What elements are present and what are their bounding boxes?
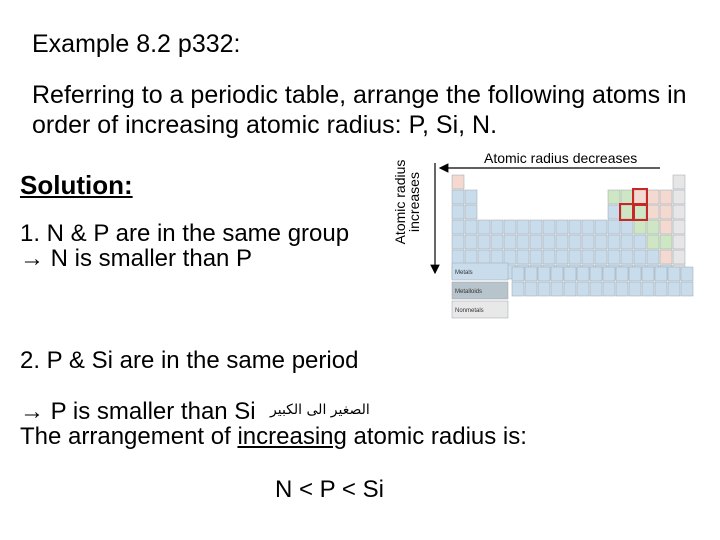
inner-transition-cell	[629, 282, 641, 296]
element-cell	[621, 250, 633, 264]
inner-transition-cell	[577, 267, 589, 281]
element-cell	[673, 220, 685, 234]
inner-transition-cell	[551, 267, 563, 281]
element-cell	[647, 190, 659, 204]
element-cell	[673, 190, 685, 204]
element-cell	[634, 205, 646, 219]
element-cell	[673, 250, 685, 264]
element-cell	[452, 190, 464, 204]
table-legend	[452, 263, 508, 318]
step2-statement: 2. P & Si are in the same period	[20, 347, 359, 374]
inner-transition-cell	[538, 267, 550, 281]
element-cell	[556, 235, 568, 249]
element-cell	[530, 250, 542, 264]
arabic-note: الصغير الى الكبير	[270, 402, 370, 418]
element-cell	[608, 190, 620, 204]
inner-transition-cell	[590, 267, 602, 281]
element-cell	[504, 235, 516, 249]
inner-transition-cell	[655, 267, 667, 281]
inner-transition-cell	[681, 267, 693, 281]
element-cell	[660, 205, 672, 219]
element-cell	[517, 220, 529, 234]
element-cell	[452, 175, 464, 189]
step1-result: → N is smaller than P	[20, 245, 253, 272]
element-cell	[647, 220, 659, 234]
inner-transition-cell	[512, 267, 524, 281]
element-cell	[582, 250, 594, 264]
inner-transition-cell	[538, 282, 550, 296]
element-cell	[452, 220, 464, 234]
inner-transition-cell	[564, 267, 576, 281]
answer-text: N < P < Si	[275, 476, 384, 503]
element-cell	[452, 235, 464, 249]
element-cell	[582, 220, 594, 234]
legend-label: Nonmetals	[455, 308, 484, 314]
inner-transition-cell	[512, 282, 524, 296]
element-cell	[621, 235, 633, 249]
inner-transition-cell	[603, 267, 615, 281]
element-cell	[660, 235, 672, 249]
inner-transition-cell	[551, 282, 563, 296]
element-cell	[634, 235, 646, 249]
element-cell	[543, 235, 555, 249]
element-cell	[634, 190, 646, 204]
conclusion-after: atomic radius is:	[346, 423, 527, 450]
element-cell	[556, 250, 568, 264]
element-cell	[452, 250, 464, 264]
element-cell	[621, 205, 633, 219]
inner-transition-cell	[668, 267, 680, 281]
element-cell	[491, 220, 503, 234]
element-cell	[543, 250, 555, 264]
element-cell	[608, 205, 620, 219]
element-cell	[660, 220, 672, 234]
element-cell	[569, 220, 581, 234]
element-cell	[608, 250, 620, 264]
inner-transition-cell	[642, 267, 654, 281]
element-cell	[517, 235, 529, 249]
element-cell	[569, 250, 581, 264]
inner-transition-cell	[590, 282, 602, 296]
element-cell	[465, 190, 477, 204]
element-cell	[621, 190, 633, 204]
group-trend-label: Atomic radius increases	[392, 159, 422, 245]
element-cell	[491, 250, 503, 264]
element-cell	[465, 235, 477, 249]
inner-transition-cell	[642, 282, 654, 296]
conclusion-underlined-word: increasing	[237, 423, 347, 450]
inner-transition-cell	[616, 282, 628, 296]
solution-heading: Solution:	[20, 170, 133, 200]
conclusion-text	[20, 423, 527, 451]
element-cell	[660, 250, 672, 264]
inner-transition-cell	[564, 282, 576, 296]
element-cell	[543, 220, 555, 234]
inner-transition-cell	[681, 282, 693, 296]
element-cell	[647, 250, 659, 264]
element-cell	[595, 235, 607, 249]
element-cell	[582, 235, 594, 249]
element-cell	[660, 190, 672, 204]
element-cell	[608, 235, 620, 249]
element-cell	[673, 175, 685, 189]
element-cell	[634, 220, 646, 234]
inner-transition-cell	[577, 282, 589, 296]
conclusion-before: The arrangement of	[20, 423, 238, 450]
element-cell	[504, 220, 516, 234]
element-cell	[608, 220, 620, 234]
element-cell	[673, 235, 685, 249]
element-cell	[530, 235, 542, 249]
inner-transition-cell	[525, 267, 537, 281]
element-cell	[634, 250, 646, 264]
element-cell	[530, 220, 542, 234]
inner-transition-cell	[655, 282, 667, 296]
example-title: Example 8.2 p332:	[32, 30, 241, 58]
inner-transition-cell	[525, 282, 537, 296]
element-cell	[595, 220, 607, 234]
element-cell	[478, 235, 490, 249]
element-cell	[465, 205, 477, 219]
element-cell	[621, 220, 633, 234]
step1-statement: 1. N & P are in the same group	[20, 220, 350, 247]
element-cell	[465, 220, 477, 234]
element-cell	[647, 205, 659, 219]
legend-label: Metals	[455, 270, 473, 276]
element-cell	[478, 250, 490, 264]
periodic-table-figure	[430, 145, 720, 330]
question-text: Referring to a periodic table, arrange the following atoms in order of increasing atomic radius: P, Si, N.	[32, 81, 687, 139]
inner-transition-cell	[629, 267, 641, 281]
element-cell	[491, 235, 503, 249]
element-cell	[673, 205, 685, 219]
element-cell	[595, 250, 607, 264]
period-trend-label: Atomic radius decreases	[484, 150, 638, 166]
legend-label: Metalloids	[455, 289, 483, 295]
element-cell	[504, 250, 516, 264]
element-cell	[517, 250, 529, 264]
element-cell	[569, 235, 581, 249]
element-cell	[478, 220, 490, 234]
element-cell	[647, 235, 659, 249]
inner-transition-cell	[603, 282, 615, 296]
element-cell	[452, 205, 464, 219]
step2-result: → P is smaller than Si	[20, 398, 256, 425]
element-cell	[556, 220, 568, 234]
inner-transition-cell	[616, 267, 628, 281]
element-cell	[465, 250, 477, 264]
inner-transition-cell	[668, 282, 680, 296]
